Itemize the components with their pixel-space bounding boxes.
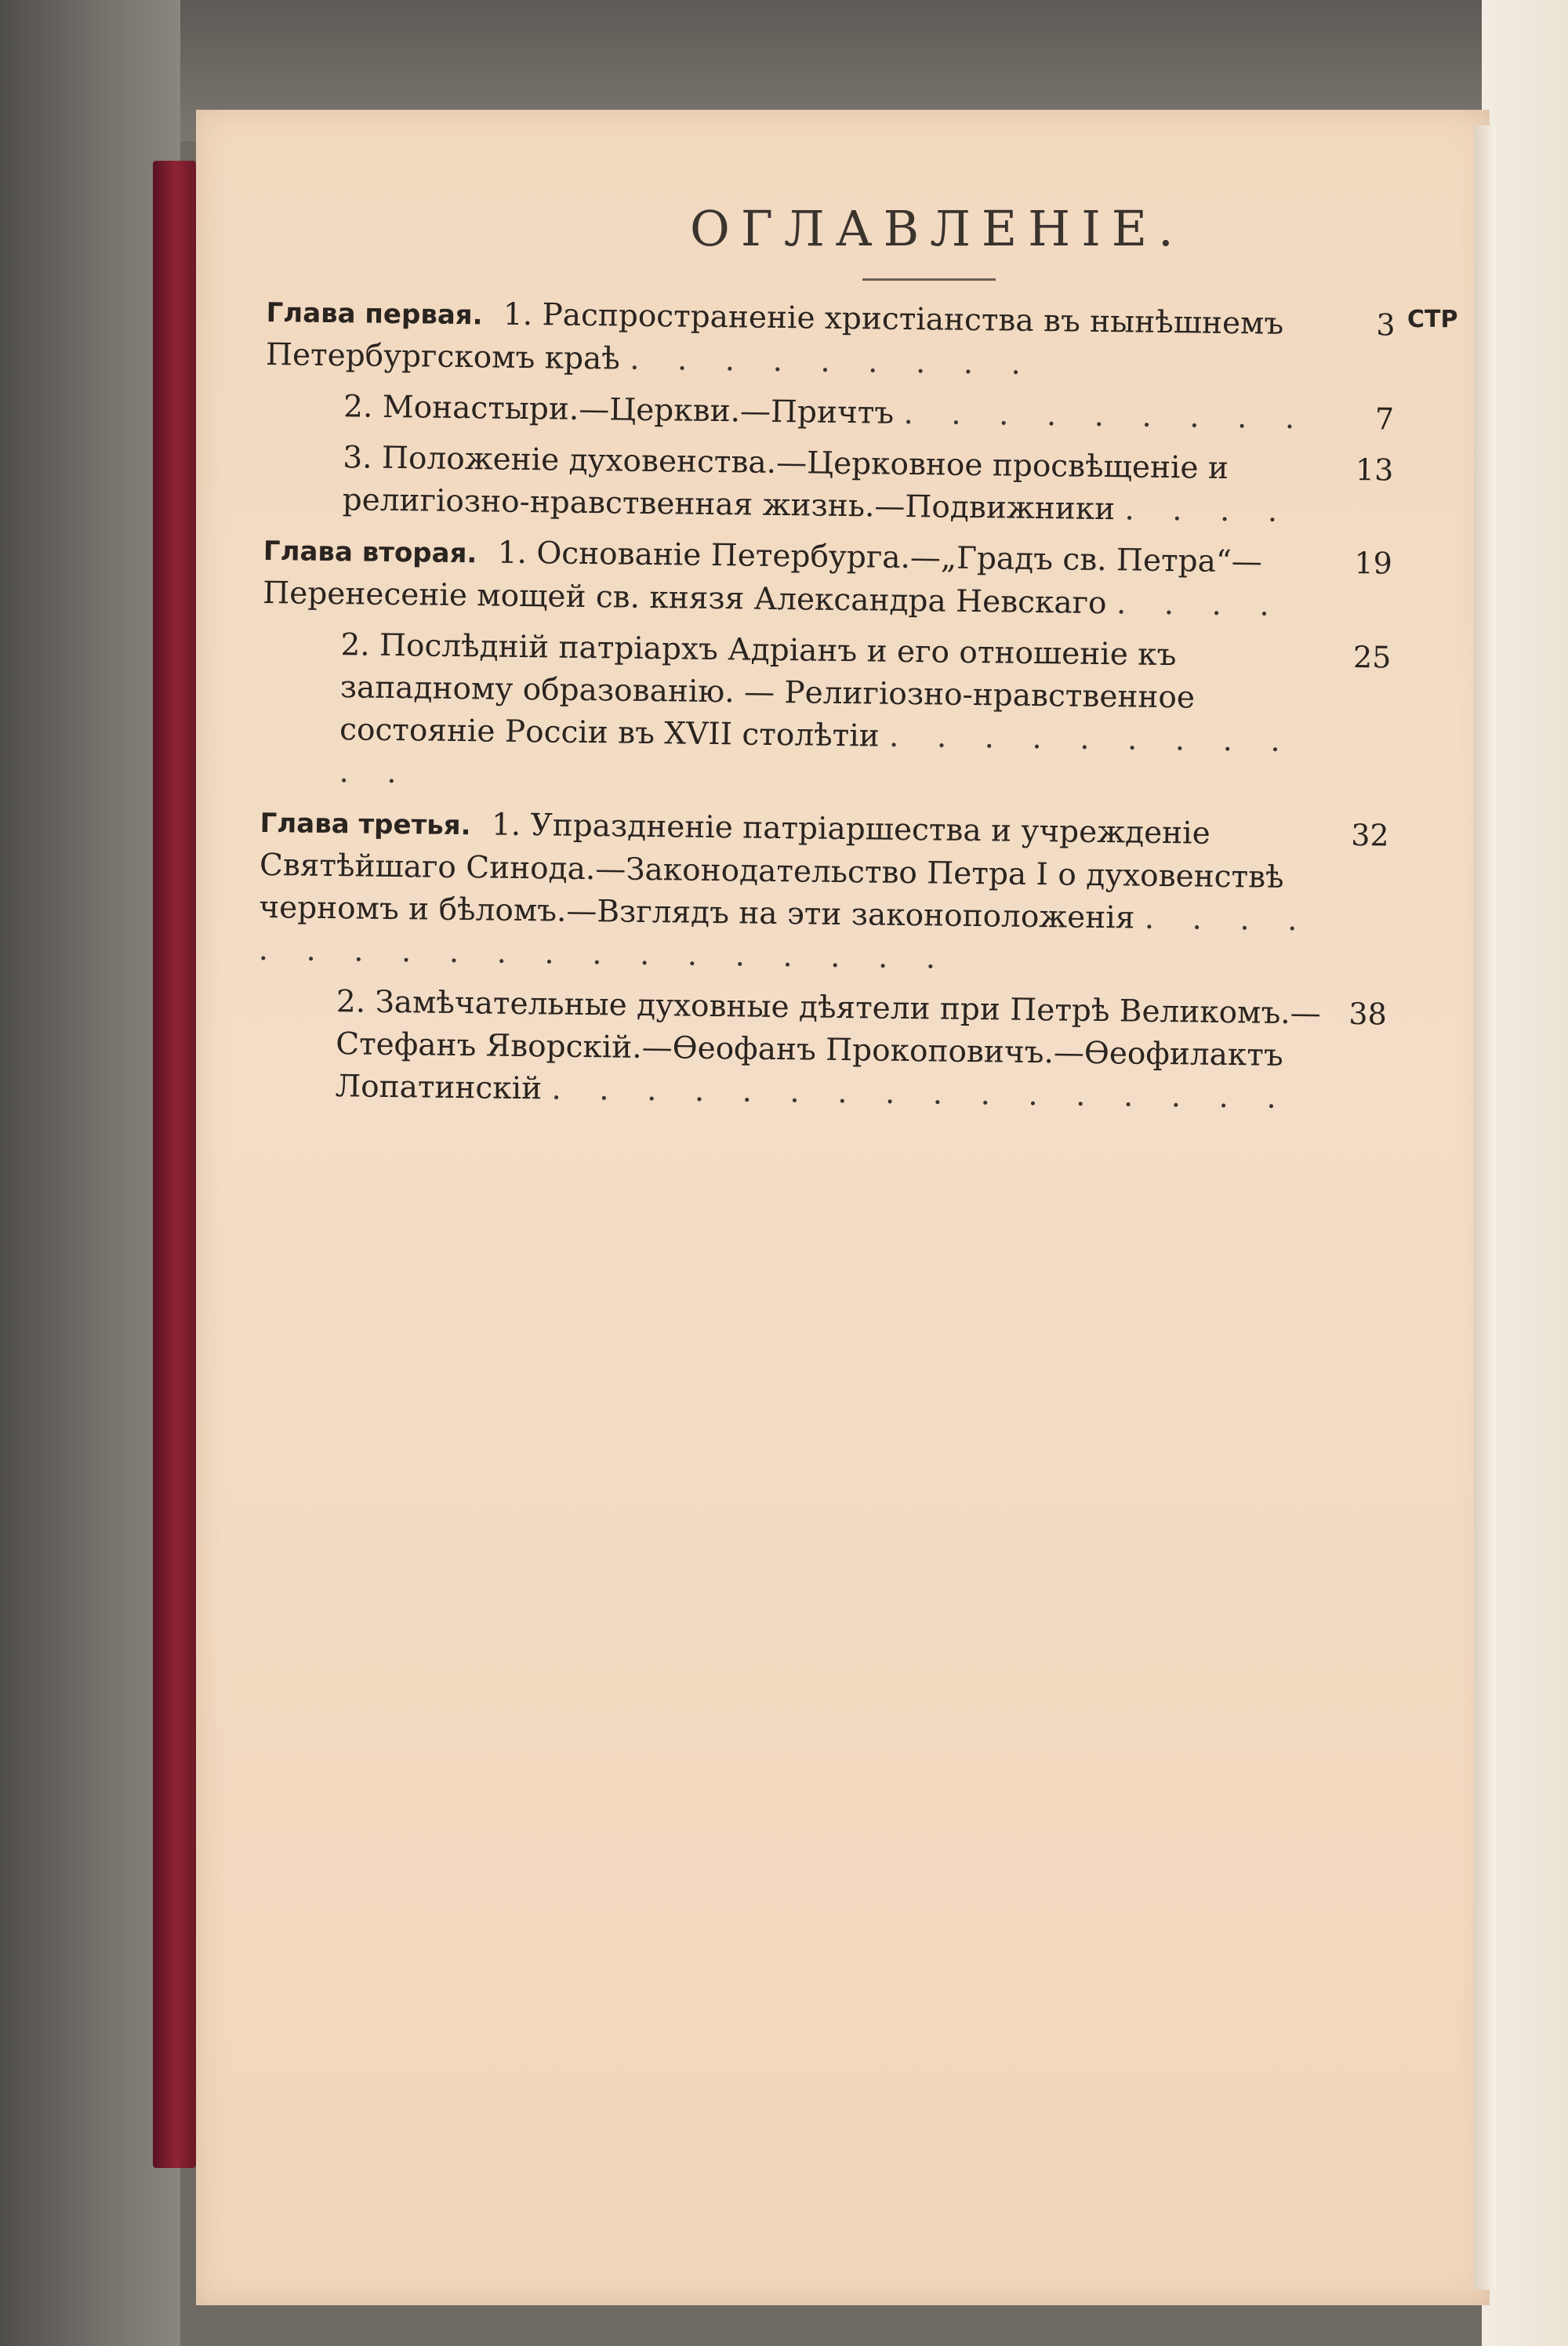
toc-entry — [263, 528, 1392, 629]
chapter-label: Глава третья. — [260, 807, 471, 842]
page-number: 13 — [1355, 452, 1394, 488]
page-number: 32 — [1350, 817, 1389, 853]
page-number: 7 — [1374, 401, 1395, 437]
page-edge — [1474, 125, 1496, 2290]
leader-dots: . . . . — [1124, 492, 1292, 529]
chapter-label: Глава первая. — [266, 296, 483, 332]
page-column-label: СТР — [1407, 306, 1458, 333]
page-number: 38 — [1348, 996, 1388, 1032]
chapter-label: Глава вторая. — [263, 535, 477, 570]
toc-entry — [266, 290, 1396, 390]
entry-text: 2. Замѣчательные духовные дѣятели при Петрѣ Великомъ.—Стефанъ Яворскій.—Ѳеофанъ Прокоповичъ.—Ѳеофилактъ Лопатинскій — [335, 984, 1321, 1107]
entry-text: 1. Упраздненіе патріаршества и учрежденіе Святѣйшаго Синода.—Законодательство Петра I о духовенствѣ черномъ и бѣломъ.—Взглядъ на эти законоположенія — [259, 807, 1284, 936]
entry-text: 1. Распространеніе христіанства въ нынѣшнемъ Петербургскомъ краѣ — [265, 296, 1284, 377]
leader-dots: . . . . . . . . . . . — [339, 718, 1295, 791]
page-title: ОГЛАВЛЕНІЕ. — [690, 200, 1185, 257]
book-spine — [153, 161, 196, 2168]
title-divider — [862, 278, 996, 281]
toc-entry — [256, 979, 1387, 1121]
page-number: 25 — [1352, 639, 1392, 675]
leader-dots: . . . . . . . . . . . . . . . . — [551, 1071, 1291, 1117]
entry-text: 1. Основаніе Петербурга.—„Градъ св. Петра“—Перенесеніе мощей св. князя Александра Невскаго — [263, 535, 1263, 622]
leader-dots: . . . . . . . . . — [629, 341, 1036, 382]
entry-text: 2. Монастыри.—Церкви.—Причтъ — [343, 389, 895, 431]
leader-dots: . . . . . . . . . . . . . . . . . . . — [258, 900, 1312, 976]
table-of-contents — [256, 290, 1396, 1129]
page-number: 19 — [1354, 545, 1393, 581]
toc-entry — [258, 801, 1389, 986]
toc-entry — [263, 435, 1393, 535]
toc-entry — [260, 623, 1392, 807]
entry-text: 2. Послѣдній патріархъ Адріанъ и его отношеніе къ западному образованію. — Религіозно-нравственное состояніе Россіи въ XVII столѣтіи — [339, 627, 1196, 754]
leader-dots: . . . . — [1116, 586, 1284, 623]
entry-text: 3. Положеніе духовенства.—Церковное просвѣщеніе и религіозно-нравственная жизнь.—Подвижники — [342, 440, 1229, 528]
leader-dots: . . . . . . . . . — [903, 395, 1309, 437]
page-number: 3 — [1376, 307, 1396, 343]
toc-entry — [265, 384, 1395, 441]
